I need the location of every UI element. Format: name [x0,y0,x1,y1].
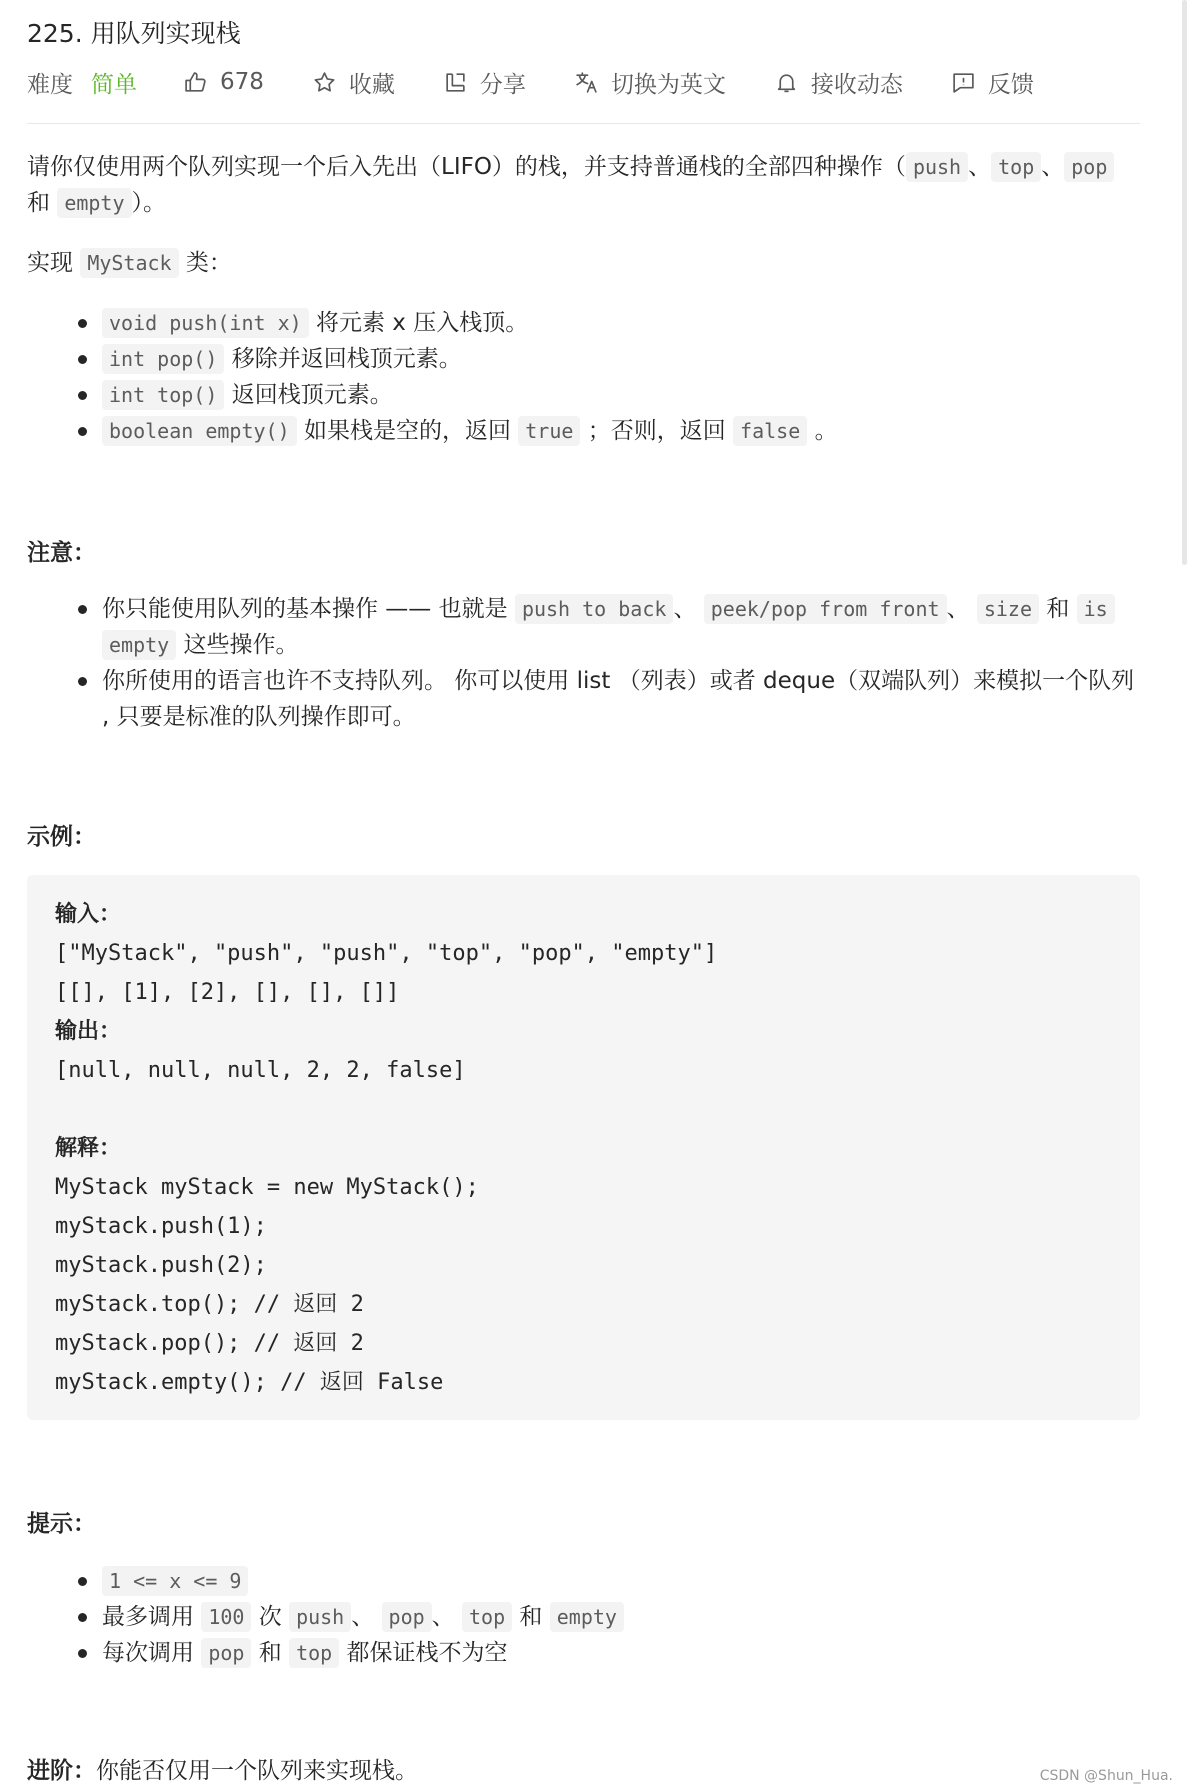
inline-code: boolean empty() [102,416,297,446]
hints-heading: 提示： [27,1511,96,1537]
hint-text: 都保证栈不为空 [346,1640,508,1666]
difficulty-value: 简单 [91,71,137,98]
bullet [78,1577,87,1586]
list-item [27,663,1140,735]
separator: 、 [673,596,697,622]
share-button[interactable] [443,66,526,99]
code-line: myStack.push(1); [55,1214,267,1239]
impl-post: 类： [185,250,232,276]
inline-code: size [977,594,1039,624]
method-desc: 如果栈是空的，返回 [303,418,511,444]
bullet [78,1613,87,1622]
inline-code: 1 <= x <= 9 [102,1566,248,1596]
inline-code: true [518,416,580,446]
translate-icon [574,70,599,95]
method-list [27,305,1140,449]
inline-code: push [906,152,968,182]
intro-end: ）。 [131,190,167,216]
subscribe-button[interactable] [774,66,903,99]
code-line: 输入： [55,902,122,927]
code-line [55,1090,1112,1129]
intro-text: 请你仅使用两个队列实现一个后入先出（LIFO）的栈，并支持普通栈的全部四种操作（ [27,154,906,180]
like-count: 678 [220,69,264,95]
share-icon [443,70,468,95]
inline-code: int top() [102,380,224,410]
problem-intro [27,149,1140,221]
list-item [27,591,1140,663]
inline-code: pop [382,1602,432,1632]
list-item [27,1635,1140,1671]
inline-code: empty [550,1602,624,1632]
conjunction: 和 [519,1604,543,1630]
problem-title: 225. 用队列实现栈 [27,19,241,48]
separator: 、 [1041,154,1065,180]
list-item [27,341,1140,377]
list-item [27,1599,1140,1635]
implement-line [27,245,1140,281]
list-item [27,377,1140,413]
hint-text: 次 [258,1604,282,1630]
hint-text: 最多调用 [102,1604,194,1630]
advanced-text: 你能否仅用一个队列来实现栈。 [96,1758,418,1784]
code-line: myStack.empty(); // 返回 False [55,1370,444,1395]
method-desc: 。 [814,418,838,444]
hint-text: 每次调用 [102,1640,194,1666]
separator: 、 [968,154,992,180]
hints-list [27,1563,1140,1671]
code-line: 解释： [55,1136,122,1161]
inline-code: void push(int x) [102,308,309,338]
inline-code: is [1077,594,1115,624]
code-line: ["MyStack", "push", "push", "top", "pop", "empty"] [55,941,718,966]
switch-language-button[interactable] [574,66,726,99]
star-icon [312,70,337,95]
method-desc: 移除并返回栈顶元素。 [231,346,462,372]
feedback-icon [951,70,976,95]
example-code-block [27,875,1140,1420]
advanced-line [27,1753,1140,1789]
inline-code: empty [57,188,131,218]
inline-code: pop [1064,152,1114,182]
code-line: 输出： [55,1019,122,1044]
code-line: myStack.pop(); // 返回 2 [55,1331,364,1356]
header-divider [27,123,1140,124]
inline-code: false [733,416,807,446]
bullet [78,391,87,400]
inline-code: pop [201,1638,251,1668]
inline-code: peek/pop from front [704,594,947,624]
method-desc: ；否则，返回 [587,418,726,444]
note-text: 你只能使用队列的基本操作 —— 也就是 [102,596,508,622]
impl-pre: 实现 [27,250,73,276]
conjunction: 和 [27,190,50,216]
feedback-button[interactable] [951,66,1034,99]
bullet [78,319,87,328]
code-line: myStack.top(); // 返回 2 [55,1292,364,1317]
inline-code: push to back [515,594,674,624]
switch-language-label: 切换为英文 [610,71,726,98]
favorite-button[interactable] [312,66,395,99]
problem-meta-bar [27,62,1082,102]
conjunction: 和 [1046,596,1070,622]
notes-list [27,591,1140,735]
example-heading: 示例： [27,824,96,850]
feedback-label: 反馈 [987,71,1034,98]
difficulty-label: 难度 [27,71,73,98]
inline-code: int pop() [102,344,224,374]
bullet [78,427,87,436]
inline-code: push [289,1602,351,1632]
separator: 、 [946,596,970,622]
inline-code: top [462,1602,512,1632]
bullet [78,677,87,686]
share-label: 分享 [479,71,526,98]
notes-heading: 注意： [27,540,96,566]
like-button[interactable] [183,69,264,95]
advanced-label: 进阶： [27,1758,96,1784]
bullet [78,355,87,364]
note-text: 这些操作。 [183,632,299,658]
list-item [27,305,1140,341]
conjunction: 和 [258,1640,282,1666]
method-desc: 返回栈顶元素。 [231,382,393,408]
code-line: myStack.push(2); [55,1253,267,1278]
inline-code: 100 [201,1602,251,1632]
code-line: [[], [1], [2], [], [], []] [55,980,400,1005]
separator: 、 [431,1604,455,1630]
code-line: MyStack myStack = new MyStack(); [55,1175,479,1200]
watermark: CSDN @Shun_Hua. [1039,1768,1173,1784]
method-desc: 将元素 x 压入栈顶。 [315,310,529,336]
note-text: 你所使用的语言也许不支持队列。 你可以使用 list （列表）或者 deque（双端队列）来模拟一个队列 , 只要是标准的队列操作即可。 [102,668,1135,730]
inline-code: top [289,1638,339,1668]
list-item [27,1563,1140,1599]
favorite-label: 收藏 [348,71,395,98]
class-name-code: MyStack [80,248,178,278]
thumbs-up-icon [183,70,208,95]
list-item [27,413,1140,449]
inline-code: top [991,152,1041,182]
bullet [78,605,87,614]
bell-icon [774,70,799,95]
code-line: [null, null, null, 2, 2, false] [55,1058,466,1083]
vertical-scrollbar[interactable] [1182,0,1187,565]
subscribe-label: 接收动态 [810,71,903,98]
inline-code: empty [102,630,176,660]
bullet [78,1649,87,1658]
separator: 、 [351,1604,375,1630]
